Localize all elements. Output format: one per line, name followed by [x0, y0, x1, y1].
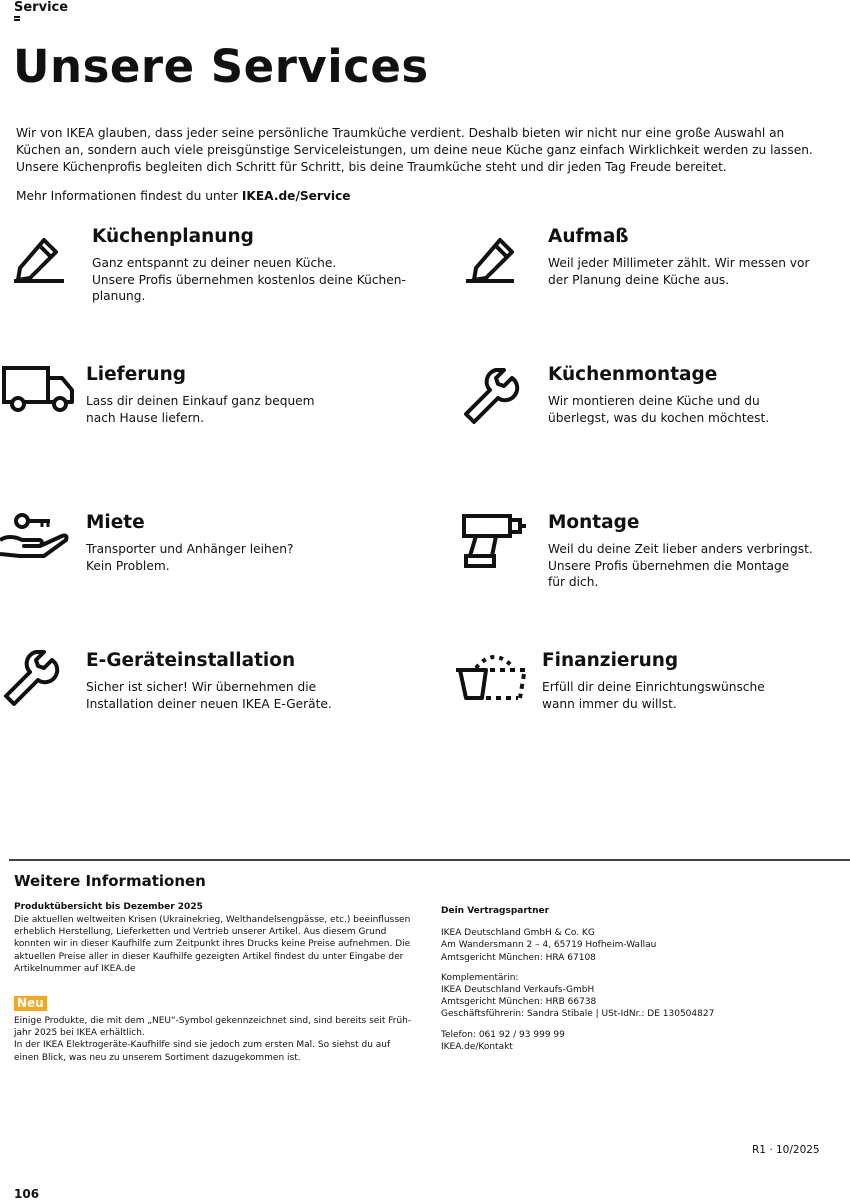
footer-title: Weitere Informationen: [14, 872, 206, 890]
more-info-text: Mehr Informationen findest du unter: [16, 189, 242, 203]
description-line: Ganz entspannt zu deiner neuen Küche.: [92, 256, 337, 270]
drill-icon: [462, 512, 542, 576]
page-number: 106: [14, 1187, 40, 1200]
product-overview-heading: Produktübersicht bis Dezember 2025: [14, 902, 203, 912]
service-description: [548, 255, 850, 288]
service-description: [86, 393, 406, 426]
description-line: überlegst, was du kochen möchtest.: [548, 410, 770, 425]
description-line: Wir montieren deine Küche und du: [548, 394, 760, 408]
description-line: Unsere Profis übernehmen kostenlos deine Küchen-: [92, 272, 406, 287]
intro-line: Wir von IKEA glauben, dass jeder seine persönliche Traumküche verdient. Deshalb bieten wir nicht nur eine große Auswahl an: [16, 126, 785, 140]
description-line: Weil jeder Millimeter zählt. Wir messen vor: [548, 256, 810, 270]
text-line: Amtsgericht München: HRB 66738: [441, 997, 597, 1008]
neu-badge: Neu: [14, 996, 47, 1011]
text-line: jahr 2025 bei IKEA erhältlich.: [14, 1028, 145, 1039]
section-label: Service: [14, 0, 69, 15]
description-line: Erfüll dir deine Einrichtungswünsche: [542, 680, 765, 694]
text-line: konnten wir in dieser Kaufhilfe zum Zeitpunkt ihres Drucks keine Preise aufnehmen. Die: [14, 939, 411, 950]
wrench-icon: [0, 650, 80, 714]
description-line: der Planung deine Küche aus.: [548, 272, 730, 287]
service-description: [86, 679, 406, 712]
text-line: Die aktuellen weltweiten Krisen (Ukrainekrieg, Welthandelsengpässe, etc.) beeinflussen: [14, 915, 411, 925]
text-line: Komplementärin:: [441, 972, 519, 983]
text-line: IKEA Deutschland Verkaufs-GmbH: [441, 985, 595, 996]
text-line: Einige Produkte, die mit dem „NEU“-Symbol gekennzeichnet sind, sind bereits seit Früh-: [14, 1016, 412, 1026]
description-line: nach Hause liefern.: [86, 410, 205, 425]
service-link[interactable]: IKEA.de/Service: [241, 189, 351, 203]
text-line: aktuellen Preise aller in dieser Kaufhilfe gezeigten Artikel findest du unter Eingabe der: [14, 951, 404, 962]
service-description: [548, 541, 850, 591]
service-title: Küchenmontage: [548, 364, 718, 385]
menu-icon: [14, 16, 20, 21]
service-title: Finanzierung: [542, 650, 679, 671]
revision-label: R1 · 10/2025: [752, 1144, 820, 1156]
partner-heading: Dein Vertragspartner: [441, 906, 550, 916]
service-title: E-Geräteinstallation: [86, 650, 296, 671]
intro-line: Unsere Küchenprofis begleiten dich Schritt für Schritt, bis deine Traumküche steht und dir jeden Tag Freude bereitet.: [16, 160, 727, 174]
product-overview-text: [14, 914, 422, 975]
partner-complementary: [441, 972, 821, 1021]
truck-icon: [0, 364, 80, 428]
pencil-ruler-icon: [462, 226, 542, 290]
description-line: Weil du deine Zeit lieber anders verbringst.: [548, 542, 813, 556]
more-info: [16, 189, 351, 203]
description-line: wann immer du willst.: [542, 696, 677, 711]
text-line: IKEA Deutschland GmbH & Co. KG: [441, 928, 595, 939]
wrench-icon: [462, 364, 542, 428]
partner-company: [441, 927, 821, 964]
footer-divider: [9, 859, 850, 861]
intro-line: Küchen an, sondern auch viele preisgünstige Serviceleistungen, um deine neue Küche ganz einfach Wirklichkeit werden zu lassen.: [16, 143, 813, 157]
partner-contact: [441, 1029, 821, 1053]
service-description: [86, 541, 406, 574]
description-line: Installation deiner neuen IKEA E-Geräte.: [86, 696, 332, 711]
description-line: Unsere Profis übernehmen die Montage: [548, 558, 790, 573]
text-line: Amtsgericht München: HRA 67108: [441, 952, 596, 963]
contact-link[interactable]: IKEA.de/Kontakt: [441, 1041, 513, 1052]
pencil-ruler-icon: [6, 226, 86, 290]
neu-text: [14, 1015, 422, 1064]
service-title: Küchenplanung: [92, 226, 254, 247]
service-title: Aufmaß: [548, 226, 629, 247]
service-title: Montage: [548, 512, 640, 533]
description-line: planung.: [92, 289, 146, 303]
description-line: Sicher ist sicher! Wir übernehmen die: [86, 680, 317, 694]
description-line: Lass dir deinen Einkauf ganz bequem: [86, 394, 315, 408]
text-line: In der IKEA Elektrogeräte-Kaufhilfe sind sie jedoch zum ersten Mal. So siehst du auf: [14, 1040, 391, 1051]
text-line: erheblich Herstellung, Lieferketten und Vertrieb unserer Artikel. Aus diesem Grund: [14, 927, 387, 938]
contract-partner: [441, 905, 821, 1061]
text-line: Geschäftsführerin: Sandra Stibale | USt-IdNr.: DE 130504827: [441, 1009, 715, 1020]
text-line: Artikelnummer auf IKEA.de: [14, 963, 136, 974]
finance-basket-icon: [456, 650, 536, 714]
service-description: [542, 679, 850, 712]
key-hand-icon: [0, 512, 80, 576]
phone-number: Telefon: 061 92 / 93 999 99: [441, 1029, 565, 1040]
service-description: [548, 393, 850, 426]
intro-text: [16, 125, 816, 176]
page-title: Unsere Services: [13, 40, 429, 93]
description-line: für dich.: [548, 575, 599, 589]
service-title: Miete: [86, 512, 145, 533]
service-description: [92, 255, 412, 305]
description-line: Kein Problem.: [86, 558, 170, 573]
service-title: Lieferung: [86, 364, 186, 385]
text-line: Am Wandersmann 2 – 4, 65719 Hofheim-Wallau: [441, 940, 657, 951]
description-line: Transporter und Anhänger leihen?: [86, 542, 294, 556]
text-line: einen Blick, was neu zu unserem Sortiment dazugekommen ist.: [14, 1052, 301, 1063]
